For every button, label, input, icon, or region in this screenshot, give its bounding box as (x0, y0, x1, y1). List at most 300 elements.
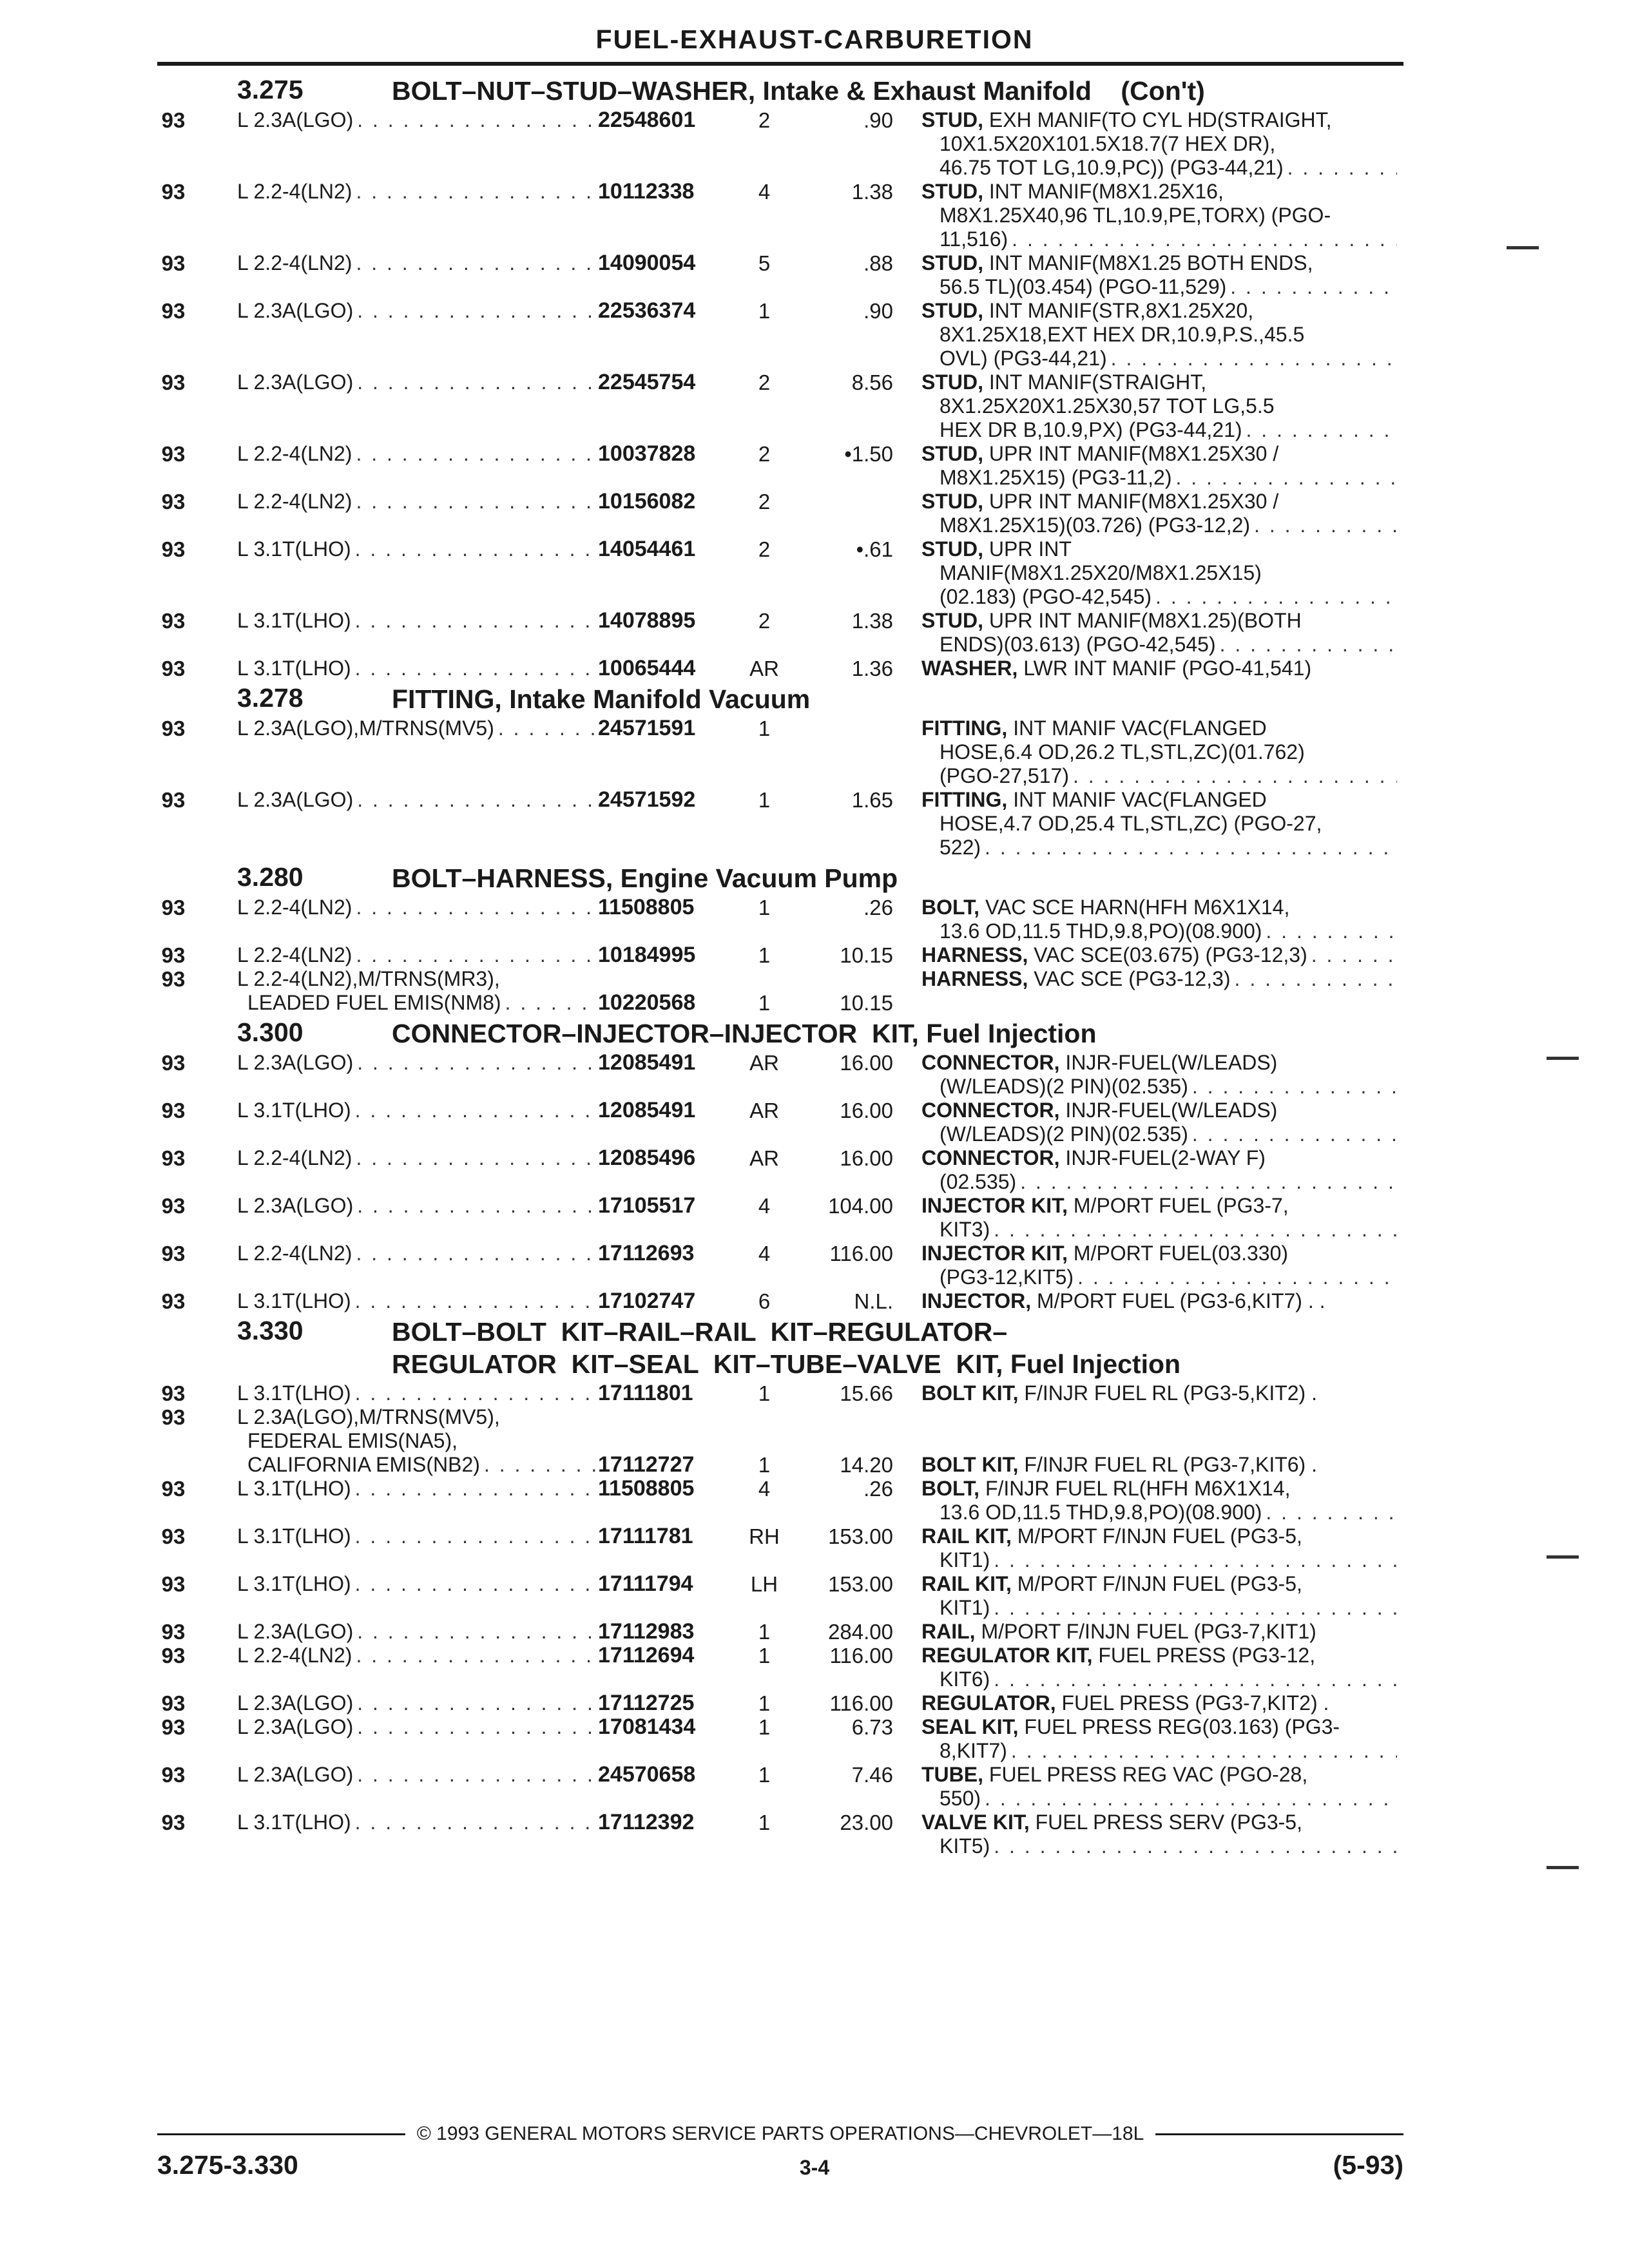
description-detail: UPR INT MANIF(M8X1.25X30 / (983, 490, 1279, 513)
description-line (921, 1501, 1397, 1524)
footer-rule-left (157, 2133, 405, 2135)
leader-dots (1287, 156, 1397, 180)
model-application (237, 251, 598, 275)
description-detail: KIT5) (940, 1834, 990, 1858)
description-line (921, 204, 1397, 227)
part-number: 24571592 (598, 787, 696, 812)
description-text (940, 418, 1246, 442)
description-line (921, 1477, 1397, 1501)
model-text: L 2.2-4(LN2) (237, 896, 352, 919)
model-year: 93 (161, 716, 186, 740)
model-application (237, 1146, 598, 1170)
section-title (392, 683, 810, 715)
quantity: AR (749, 1099, 779, 1122)
leader-dots (355, 657, 598, 680)
model-text: L 2.2-4(LN2) (237, 943, 352, 966)
part-description (921, 896, 1397, 943)
quantity: 2 (758, 490, 771, 514)
quantity: 1 (758, 299, 771, 323)
description-line (921, 418, 1397, 442)
model-line (237, 1691, 598, 1715)
description-detail: KIT3) (940, 1218, 990, 1241)
description-text (940, 919, 1266, 943)
parts-row (0, 251, 1629, 299)
description-detail: KIT6) (940, 1667, 990, 1691)
model-application (237, 1524, 598, 1548)
model-text: L 3.1T(LHO) (237, 1572, 351, 1595)
description-detail: HOSE,4.7 OD,25.4 TL,STL,ZC) (PGO-27, (940, 812, 1322, 835)
model-text: L 2.3A(LGO),M/TRNS(MV5), (237, 1405, 500, 1428)
part-number: 24571591 (598, 716, 696, 740)
description-text (940, 156, 1287, 180)
description-detail: M/PORT FUEL(03.330) (1068, 1242, 1289, 1265)
description-keyword: STUD, (921, 609, 983, 632)
model-application (237, 609, 598, 633)
model-line (237, 716, 598, 740)
description-line (921, 537, 1397, 561)
description-line (921, 1620, 1397, 1644)
parts-row (0, 1715, 1629, 1763)
part-description (921, 490, 1397, 537)
quantity: 1 (758, 1453, 771, 1477)
model-year: 93 (161, 1381, 186, 1405)
leader-dots (356, 943, 598, 967)
model-year: 93 (161, 299, 186, 323)
part-number: 17112983 (598, 1619, 695, 1644)
part-number: 10037828 (598, 441, 696, 466)
description-line (921, 394, 1397, 418)
model-line (237, 1644, 598, 1667)
leader-dots (985, 1787, 1397, 1811)
parts-row (0, 788, 1629, 860)
description-text (940, 1170, 1020, 1194)
description-detail: OVL) (PG3-44,21) (940, 347, 1107, 370)
description-detail: ENDS)(03.613) (PGO-42,545) (940, 633, 1216, 656)
description-line (921, 561, 1397, 585)
model-text: L 2.2-4(LN2) (237, 1644, 352, 1667)
model-line (237, 537, 598, 561)
model-application (237, 657, 598, 680)
description-text (940, 764, 1073, 788)
footer-date-code: (5-93) (1333, 2150, 1403, 2180)
description-detail: M8X1.25X40,96 TL,10.9,PE,TORX) (PGO- (940, 204, 1331, 227)
description-text (921, 967, 1235, 991)
part-description (921, 1620, 1397, 1644)
list-price: 23.00 (840, 1811, 893, 1834)
description-detail: INT MANIF(M8X1.25X16, (983, 180, 1224, 203)
section-header (0, 860, 1629, 896)
section-number: 3.278 (237, 683, 304, 713)
description-line (921, 740, 1397, 764)
description-keyword: RAIL KIT, (921, 1572, 1012, 1595)
model-year: 93 (161, 370, 186, 394)
list-price: 16.00 (840, 1146, 893, 1170)
leader-dots (1266, 919, 1397, 943)
description-text (940, 466, 1175, 490)
description-text (940, 227, 1012, 251)
model-year: 93 (161, 251, 186, 275)
section-header (0, 72, 1629, 108)
section-title-line: BOLT–HARNESS, Engine Vacuum Pump (392, 863, 898, 893)
leader-dots (356, 896, 598, 919)
model-line (237, 1242, 598, 1265)
description-keyword: WASHER, (921, 657, 1018, 680)
model-line (237, 1194, 598, 1218)
description-text (940, 275, 1230, 299)
model-line (237, 1146, 598, 1170)
leader-dots (357, 1194, 598, 1218)
model-text: L 2.2-4(LN2) (237, 180, 352, 203)
description-keyword: CONNECTOR, (921, 1146, 1060, 1169)
leader-dots (994, 1596, 1397, 1620)
description-line (921, 1524, 1397, 1548)
margin-mark (1547, 1057, 1579, 1060)
model-year: 93 (161, 1620, 186, 1644)
part-number: 17112725 (598, 1691, 695, 1715)
parts-row (0, 180, 1629, 251)
model-text: L 2.3A(LGO),M/TRNS(MV5) (237, 716, 494, 740)
model-line (237, 1620, 598, 1644)
description-line (921, 180, 1397, 204)
list-price: 116.00 (829, 1242, 893, 1265)
parts-row (0, 896, 1629, 943)
leader-dots (1073, 764, 1397, 788)
description-keyword: SEAL KIT, (921, 1715, 1019, 1738)
model-application (237, 1572, 598, 1596)
description-detail: UPR INT MANIF(M8X1.25)(BOTH (983, 609, 1302, 632)
description-detail: INJR-FUEL(2-WAY F) (1059, 1146, 1266, 1169)
model-year: 93 (161, 442, 186, 466)
leader-dots (356, 1242, 598, 1265)
description-detail: 10X1.5X20X101.5X18.7(7 HEX DR), (940, 132, 1276, 155)
description-detail: INT MANIF(STR,8X1.25X20, (983, 299, 1254, 322)
section-title (392, 862, 898, 894)
description-keyword: TUBE, (921, 1763, 983, 1786)
part-description (921, 1146, 1397, 1194)
model-year: 93 (161, 1477, 186, 1501)
description-detail: M8X1.25X15)(03.726) (PG3-12,2) (940, 514, 1251, 537)
leader-dots (1230, 275, 1397, 299)
leader-dots (355, 1811, 598, 1834)
parts-row (0, 1572, 1629, 1620)
part-number: 14078895 (598, 608, 696, 633)
section-title-line: CONNECTOR–INJECTOR–INJECTOR KIT, Fuel Injection (392, 1019, 1097, 1048)
leader-dots (357, 788, 598, 812)
description-line (921, 1405, 1397, 1429)
description-keyword: STUD, (921, 370, 983, 394)
list-price: 104.00 (828, 1194, 893, 1218)
description-detail: VAC SCE(03.675) (PG3-12,3) (1028, 943, 1307, 966)
part-number: 10156082 (598, 489, 696, 514)
part-number: 17112693 (598, 1241, 695, 1265)
description-detail: 56.5 TL)(03.454) (PGO-11,529) (940, 275, 1227, 298)
list-price: 284.00 (828, 1620, 893, 1644)
margin-mark (1547, 1866, 1579, 1869)
description-line (921, 514, 1397, 537)
part-description (921, 1242, 1397, 1289)
description-detail: (PG3-12,KIT5) (940, 1265, 1074, 1289)
description-text (940, 514, 1254, 537)
description-line (921, 156, 1397, 180)
part-number: 22548601 (598, 108, 696, 132)
quantity: 2 (758, 108, 771, 132)
leader-dots (1111, 347, 1397, 370)
quantity: 4 (758, 1194, 771, 1218)
model-line (237, 180, 598, 204)
description-detail: UPR INT MANIF(M8X1.25X30 / (983, 442, 1279, 465)
part-number: 14054461 (598, 537, 696, 561)
quantity: 2 (758, 370, 771, 394)
leader-dots (357, 1691, 598, 1715)
leader-dots (985, 836, 1397, 860)
list-price: 6.73 (851, 1715, 893, 1739)
quantity: 1 (758, 1763, 771, 1787)
leader-dots (356, 490, 598, 514)
part-number: 17111781 (598, 1524, 693, 1548)
part-description (921, 1644, 1397, 1691)
model-text: CALIFORNIA EMIS(NB2) (247, 1453, 480, 1476)
description-keyword: STUD, (921, 537, 983, 561)
model-text: L 3.1T(LHO) (237, 1811, 351, 1834)
quantity: LH (750, 1572, 778, 1596)
part-description (921, 370, 1397, 442)
part-description (921, 1051, 1397, 1099)
list-price: 1.38 (851, 609, 893, 633)
leader-dots (1235, 967, 1397, 991)
description-line (921, 490, 1397, 514)
description-detail: FUEL PRESS REG(03.163) (PG3- (1018, 1715, 1340, 1738)
leader-dots (1077, 1265, 1397, 1289)
quantity: 2 (758, 609, 771, 633)
description-text (940, 1265, 1077, 1289)
model-text: L 2.2-4(LN2) (237, 1146, 352, 1169)
leader-dots (1266, 1501, 1397, 1524)
part-number: 17112392 (598, 1810, 695, 1834)
quantity: 1 (758, 1644, 771, 1667)
list-price: 10.15 (840, 943, 893, 967)
description-keyword: REGULATOR KIT, (921, 1644, 1093, 1667)
quantity: 4 (758, 1477, 771, 1501)
parts-catalog-content (0, 72, 1629, 1858)
description-detail: F/INJR FUEL RL (PG3-7,KIT6) . (1018, 1453, 1317, 1476)
leader-dots (1192, 1075, 1397, 1099)
model-application (237, 1691, 598, 1715)
description-line (921, 1381, 1397, 1405)
description-line (921, 1667, 1397, 1691)
model-year: 93 (161, 537, 186, 561)
quantity: 1 (758, 1811, 771, 1834)
model-year: 93 (161, 1194, 186, 1218)
leader-dots (356, 1644, 598, 1667)
description-line (921, 1763, 1397, 1787)
leader-dots (1012, 227, 1397, 251)
description-detail: MANIF(M8X1.25X20/M8X1.25X15) (940, 561, 1262, 584)
model-text: L 2.3A(LGO) (237, 299, 354, 322)
part-number: 17112694 (598, 1643, 695, 1667)
parts-row (0, 1811, 1629, 1858)
section-title-line: REGULATOR KIT–SEAL KIT–TUBE–VALVE KIT, Fuel Injection (392, 1349, 1181, 1379)
quantity: AR (749, 1051, 779, 1075)
description-line (921, 1596, 1397, 1620)
description-detail: FUEL PRESS (PG3-7,KIT2) . (1055, 1691, 1329, 1715)
leader-dots (357, 1051, 598, 1075)
model-application (237, 1715, 598, 1739)
description-keyword: STUD, (921, 108, 983, 131)
list-price: 116.00 (829, 1691, 893, 1715)
quantity: 1 (758, 896, 771, 919)
model-text: L 3.1T(LHO) (237, 1381, 351, 1405)
model-text: L 2.2-4(LN2),M/TRNS(MR3), (237, 967, 500, 990)
model-application (237, 180, 598, 204)
section-title (392, 1316, 1181, 1380)
leader-dots (994, 1834, 1397, 1858)
model-text: L 2.3A(LGO) (237, 1194, 354, 1217)
footer-rule-right (1155, 2133, 1403, 2135)
list-price: 153.00 (828, 1572, 893, 1596)
part-description (921, 1099, 1397, 1146)
list-price: 116.00 (829, 1644, 893, 1667)
description-text (940, 836, 985, 860)
model-text: L 3.1T(LHO) (237, 1524, 351, 1548)
part-description (921, 943, 1397, 967)
description-line (921, 1194, 1397, 1218)
part-number: 12085491 (598, 1050, 696, 1075)
model-line (237, 657, 598, 680)
description-line (921, 1051, 1397, 1075)
parts-row (0, 1477, 1629, 1524)
model-text: L 2.2-4(LN2) (237, 490, 352, 513)
model-line (237, 1381, 598, 1405)
leader-dots (1311, 943, 1397, 967)
section-header (0, 1015, 1629, 1051)
leader-dots (1220, 633, 1397, 657)
description-line (921, 299, 1397, 323)
part-description (921, 251, 1397, 299)
model-line (237, 1763, 598, 1787)
quantity: 1 (758, 1620, 771, 1644)
description-keyword: BOLT, (921, 1477, 980, 1500)
leader-dots (356, 251, 598, 275)
quantity: 5 (758, 251, 771, 275)
list-price: 7.46 (851, 1763, 893, 1787)
model-line (237, 1099, 598, 1122)
part-description (921, 1289, 1397, 1313)
model-line (237, 1051, 598, 1075)
model-text: L 2.3A(LGO) (237, 1691, 354, 1715)
part-description (921, 788, 1397, 860)
model-line (237, 609, 598, 633)
description-detail: 13.6 OD,11.5 THD,9.8,PO)(08.900) (940, 1501, 1262, 1524)
margin-mark (1547, 1555, 1579, 1559)
part-number: 10065444 (598, 656, 696, 680)
model-year: 93 (161, 1811, 186, 1834)
model-text: L 2.2-4(LN2) (237, 251, 352, 274)
leader-dots (357, 370, 598, 394)
leader-dots (1254, 514, 1397, 537)
part-description (921, 967, 1397, 991)
description-detail: INT MANIF VAC(FLANGED (1007, 788, 1267, 811)
margin-mark (1507, 246, 1539, 249)
part-description (921, 1715, 1397, 1763)
quantity: RH (749, 1524, 780, 1548)
model-year: 93 (161, 943, 186, 967)
description-line (921, 836, 1397, 860)
model-application (237, 943, 598, 967)
description-line (921, 812, 1397, 836)
part-description (921, 1477, 1397, 1524)
description-detail: (02.535) (940, 1170, 1017, 1193)
model-text: L 2.3A(LGO) (237, 788, 354, 811)
description-detail: M/PORT F/INJN FUEL (PG3-5, (1011, 1524, 1302, 1548)
part-number: 11508805 (598, 1476, 695, 1501)
description-detail: M/PORT FUEL (PG3-6,KIT7) . . (1031, 1289, 1325, 1312)
model-year: 93 (161, 896, 186, 919)
part-description (921, 1811, 1397, 1858)
section-title-line: FITTING, Intake Manifold Vacuum (392, 684, 811, 714)
description-detail: VAC SCE (PG3-12,3) (1028, 967, 1231, 990)
description-line (921, 1787, 1397, 1811)
parts-row (0, 1405, 1629, 1477)
model-year: 93 (161, 1572, 186, 1596)
description-text (940, 1667, 994, 1691)
model-year: 93 (161, 1405, 186, 1429)
page-header-title: FUEL-EXHAUST-CARBURETION (595, 24, 1034, 54)
list-price: 14.20 (840, 1453, 893, 1477)
quantity: AR (749, 1146, 779, 1170)
footer-page-number: 3-4 (799, 2156, 830, 2179)
model-application (237, 1381, 598, 1405)
model-application (237, 1763, 598, 1787)
description-keyword: CONNECTOR, (921, 1099, 1060, 1122)
description-detail: KIT1) (940, 1548, 990, 1571)
leader-dots (356, 1146, 598, 1170)
list-price: •.61 (856, 537, 893, 561)
description-keyword: INJECTOR KIT, (921, 1242, 1068, 1265)
parts-row (0, 1524, 1629, 1572)
part-number: 12085496 (598, 1146, 696, 1170)
leader-dots (1011, 1739, 1397, 1763)
section-title-line: BOLT–BOLT KIT–RAIL–RAIL KIT–REGULATOR– (392, 1317, 1008, 1347)
model-year: 93 (161, 1051, 186, 1075)
model-line (237, 442, 598, 466)
part-description (921, 299, 1397, 370)
part-number: 17111801 (598, 1381, 693, 1405)
description-line (921, 1715, 1397, 1739)
description-detail: 8,KIT7) (940, 1739, 1007, 1762)
description-detail: M8X1.25X15) (PG3-11,2) (940, 466, 1172, 489)
leader-dots (484, 1453, 598, 1477)
section-title-line: BOLT–NUT–STUD–WASHER, Intake & Exhaust Manifold (Con't) (392, 76, 1205, 106)
leader-dots (357, 1763, 598, 1787)
part-number: 10220568 (598, 990, 696, 1015)
model-application (237, 896, 598, 919)
leader-dots (357, 299, 598, 323)
model-application (237, 1644, 598, 1667)
part-description (921, 180, 1397, 251)
model-text: L 3.1T(LHO) (237, 609, 351, 632)
description-line (921, 1572, 1397, 1596)
description-line (921, 788, 1397, 812)
model-year: 93 (161, 1644, 186, 1667)
quantity: 1 (758, 1715, 771, 1739)
model-text: L 2.2-4(LN2) (237, 442, 352, 465)
part-number: 11508805 (598, 895, 695, 919)
description-keyword: HARNESS, (921, 967, 1028, 990)
part-number: 12085491 (598, 1098, 696, 1122)
model-text: L 3.1T(LHO) (237, 1099, 351, 1122)
leader-dots (355, 1381, 598, 1405)
parts-row (0, 537, 1629, 609)
